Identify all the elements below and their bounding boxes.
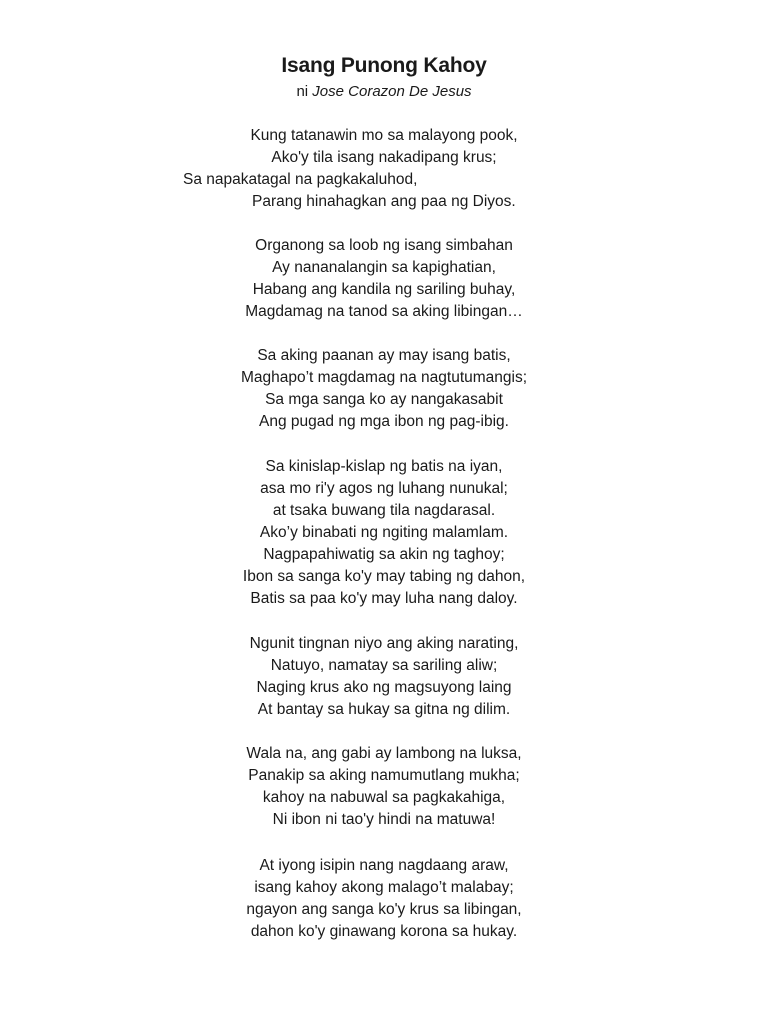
poem-title: Isang Punong Kahoy: [281, 54, 487, 77]
poem-line: Sa kinislap-kislap ng batis na iyan,: [265, 458, 503, 475]
poem-line: kahoy na nabuwal sa pagkakahiga,: [262, 789, 506, 806]
poem-line: Organong sa loob ng isang simbahan: [255, 237, 513, 254]
byline-prefix: ni: [296, 83, 309, 100]
poem-line: Panakip sa aking namumutlang mukha;: [248, 767, 520, 784]
author-name: Jose Corazon De Jesus: [312, 83, 472, 100]
poem-line: Ngunit tingnan niyo ang aking narating,: [249, 635, 519, 652]
poem-line: Maghapo’t magdamag na nagtutumangis;: [240, 369, 528, 386]
poem-line: Sa aking paanan ay may isang batis,: [257, 347, 511, 364]
poem-line: Ay nananalangin sa kapighatian,: [272, 259, 496, 276]
poem-line: Habang ang kandila ng sariling buhay,: [252, 281, 516, 298]
poem-line: Sa mga sanga ko ay nangakasabit: [265, 391, 503, 408]
poem-line: Batis sa paa ko'y may luha nang daloy.: [250, 590, 518, 607]
poem-line: dahon ko'y ginawang korona sa hukay.: [250, 923, 518, 940]
poem-line: Ako’y binabati ng ngiting malamlam.: [259, 524, 509, 541]
poem-line: Naging krus ako ng magsuyong laing: [256, 679, 512, 696]
poem-line: Ako'y tila isang nakadipang krus;: [271, 149, 497, 166]
poem-line: Natuyo, namatay sa sariling aliw;: [270, 657, 498, 674]
poem-line: At iyong isipin nang nagdaang araw,: [259, 857, 509, 874]
poem-line: asa mo ri'y agos ng luhang nunukal;: [260, 480, 508, 497]
poem-line: isang kahoy akong malago’t malabay;: [254, 879, 514, 896]
poem-line: ngayon ang sanga ko'y krus sa libingan,: [246, 901, 522, 918]
poem-line: Nagpapahiwatig sa akin ng taghoy;: [263, 546, 505, 563]
poem-line: Ibon sa sanga ko'y may tabing ng dahon,: [242, 568, 526, 585]
poem-line: Ni ibon ni tao'y hindi na matuwa!: [272, 811, 496, 828]
poem-line: Sa napakatagal na pagkakaluhod,: [183, 171, 418, 188]
poem-line: At bantay sa hukay sa gitna ng dilim.: [257, 701, 511, 718]
poem-line: Wala na, ang gabi ay lambong na luksa,: [246, 745, 522, 762]
poem-line: Parang hinahagkan ang paa ng Diyos.: [252, 193, 516, 210]
byline: [0, 83, 768, 100]
poem-line: Ang pugad ng mga ibon ng pag-ibig.: [259, 413, 509, 430]
poem-line: Magdamag na tanod sa aking libingan…: [245, 303, 523, 320]
poem-line: Kung tatanawin mo sa malayong pook,: [250, 127, 518, 144]
poem-line: at tsaka buwang tila nagdarasal.: [272, 502, 496, 519]
